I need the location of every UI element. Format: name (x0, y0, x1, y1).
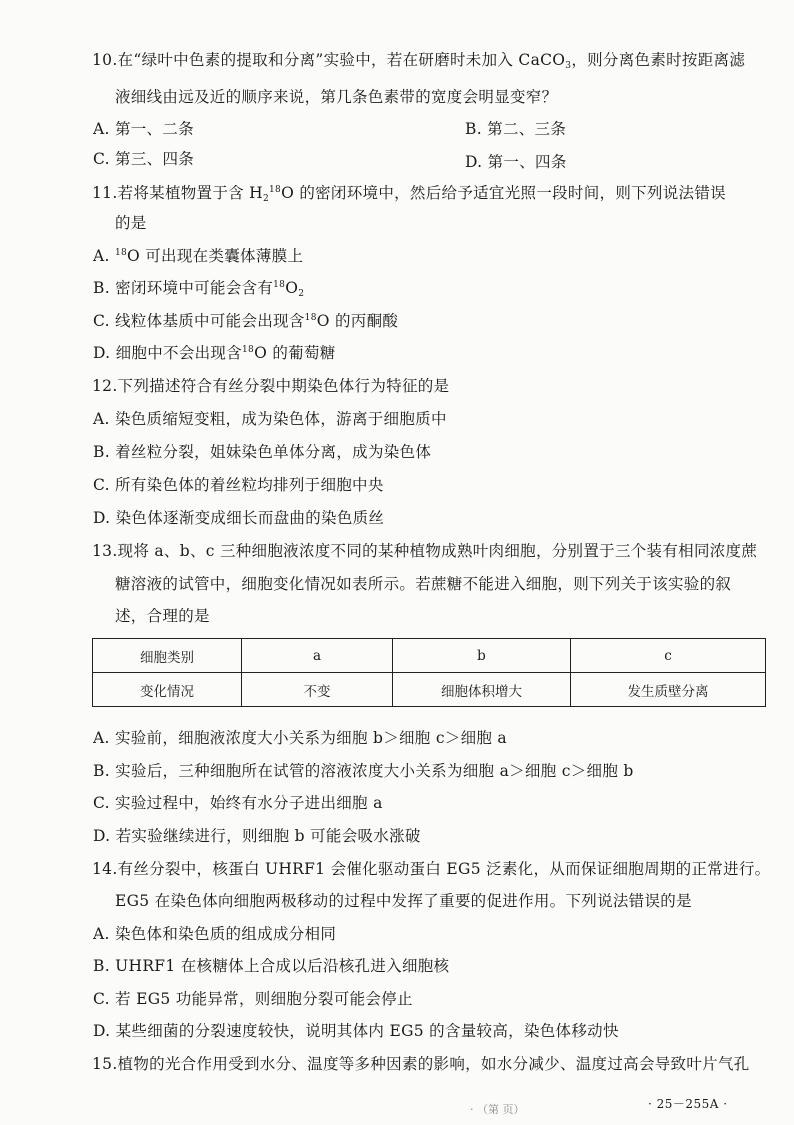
table-row (93, 673, 766, 707)
q11-option-b: B. 密闭环境中可能会含有$^{18}O_2$ (93, 279, 305, 299)
q14-stem-line1: 14.有丝分裂中，核蛋白 UHRF1 会催化驱动蛋白 EG5 泛素化，从而保证细胞周期的正常进行。 (92, 860, 771, 878)
table-cell: 细胞体积增大 (393, 673, 571, 707)
table-cell: 细胞类别 (93, 639, 242, 673)
q13-stem-line2: 糖溶液的试管中，细胞变化情况如表所示。若蔗糖不能进入细胞，则下列关于该实验的叙 (115, 575, 732, 593)
q11-option-d: D. 细胞中不会出现含$^{18}$O 的葡萄糖 (93, 344, 336, 362)
q13-stem-line3: 述，合理的是 (115, 607, 210, 625)
q12-option-d: D. 染色体逐渐变成细长而盘曲的染色质丝 (93, 509, 385, 527)
q11-option-c: C. 线粒体基质中可能会出现含$^{18}$O 的丙酮酸 (93, 312, 399, 330)
q12-stem: 12.下列描述符合有丝分裂中期染色体行为特征的是 (92, 377, 450, 395)
table-cell: 发生质壁分离 (571, 673, 766, 707)
q10-option-d: D. 第一、四条 (465, 153, 567, 171)
q12-option-b: B. 着丝粒分裂，姐妹染色单体分离，成为染色体 (93, 443, 432, 461)
q10-option-a: A. 第一、二条 (93, 120, 194, 138)
q14-option-d: D. 某些细菌的分裂速度较快，说明其体内 EG5 的含量较高，染色体移动快 (93, 1022, 619, 1040)
table-cell: c (571, 639, 766, 673)
q15-stem-line1: 15.植物的光合作用受到水分、温度等多种因素的影响，如水分减少、温度过高会导致叶片气孔 (92, 1055, 750, 1073)
q14-option-b: B. UHRF1 在核糖体上合成以后沿核孔进入细胞核 (93, 957, 450, 975)
table-cell: 变化情况 (93, 673, 242, 707)
q13-option-c: C. 实验过程中，始终有水分子进出细胞 a (93, 794, 383, 812)
table-row (93, 639, 766, 673)
q14-option-c: C. 若 EG5 功能异常，则细胞分裂可能会停止 (93, 990, 413, 1008)
table-cell: 不变 (242, 673, 393, 707)
q13-stem-line1: 13.现将 a、b、c 三种细胞液浓度不同的某种植物成熟叶肉细胞，分别置于三个装有相同浓度蔗 (92, 542, 758, 560)
q11-stem-line2: 的是 (115, 214, 147, 232)
q10-option-c: C. 第三、四条 (93, 150, 195, 168)
table-cell: b (393, 639, 571, 673)
q12-option-a: A. 染色质缩短变粗，成为染色体，游离于细胞质中 (93, 410, 447, 428)
q13-option-a: A. 实验前，细胞液浓度大小关系为细胞 b＞细胞 c＞细胞 a (93, 729, 507, 747)
q11-option-a: A. $^{18}$O 可出现在类囊体薄膜上 (93, 247, 304, 265)
q14-option-a: A. 染色体和染色质的组成成分相同 (93, 925, 337, 943)
page-number-faint: · （第 页） (470, 1103, 525, 1116)
q11-stem-line1: 11.若将某植物置于含 $H_2^{18}O$ 的密闭环境中，然后给予适宜光照一段时间，则下列说法错误 (92, 184, 726, 204)
q13-option-b: B. 实验后，三种细胞所在试管的溶液浓度大小关系为细胞 a＞细胞 c＞细胞 b (93, 762, 634, 780)
table-cell: a (242, 639, 393, 673)
q10-stem-line2: 液细线由远及近的顺序来说，第几条色素带的宽度会明显变窄？ (115, 88, 558, 106)
q14-stem-line2: EG5 在染色体向细胞两极移动的过程中发挥了重要的促进作用。下列说法错误的是 (115, 892, 692, 910)
q13-option-d: D. 若实验继续进行，则细胞 b 可能会吸水涨破 (93, 827, 421, 845)
cell-change-table (92, 638, 766, 707)
q12-option-c: C. 所有染色体的着丝粒均排列于细胞中央 (93, 476, 384, 494)
q10-option-b: B. 第二、三条 (465, 120, 567, 138)
q10-stem-line1: 10.在“绿叶中色素的提取和分离”实验中，若在研磨时未加入 CaCO$_3$，则分离色素时按距离滤 (92, 51, 746, 71)
exam-code: · 25－255A · (648, 1097, 728, 1111)
